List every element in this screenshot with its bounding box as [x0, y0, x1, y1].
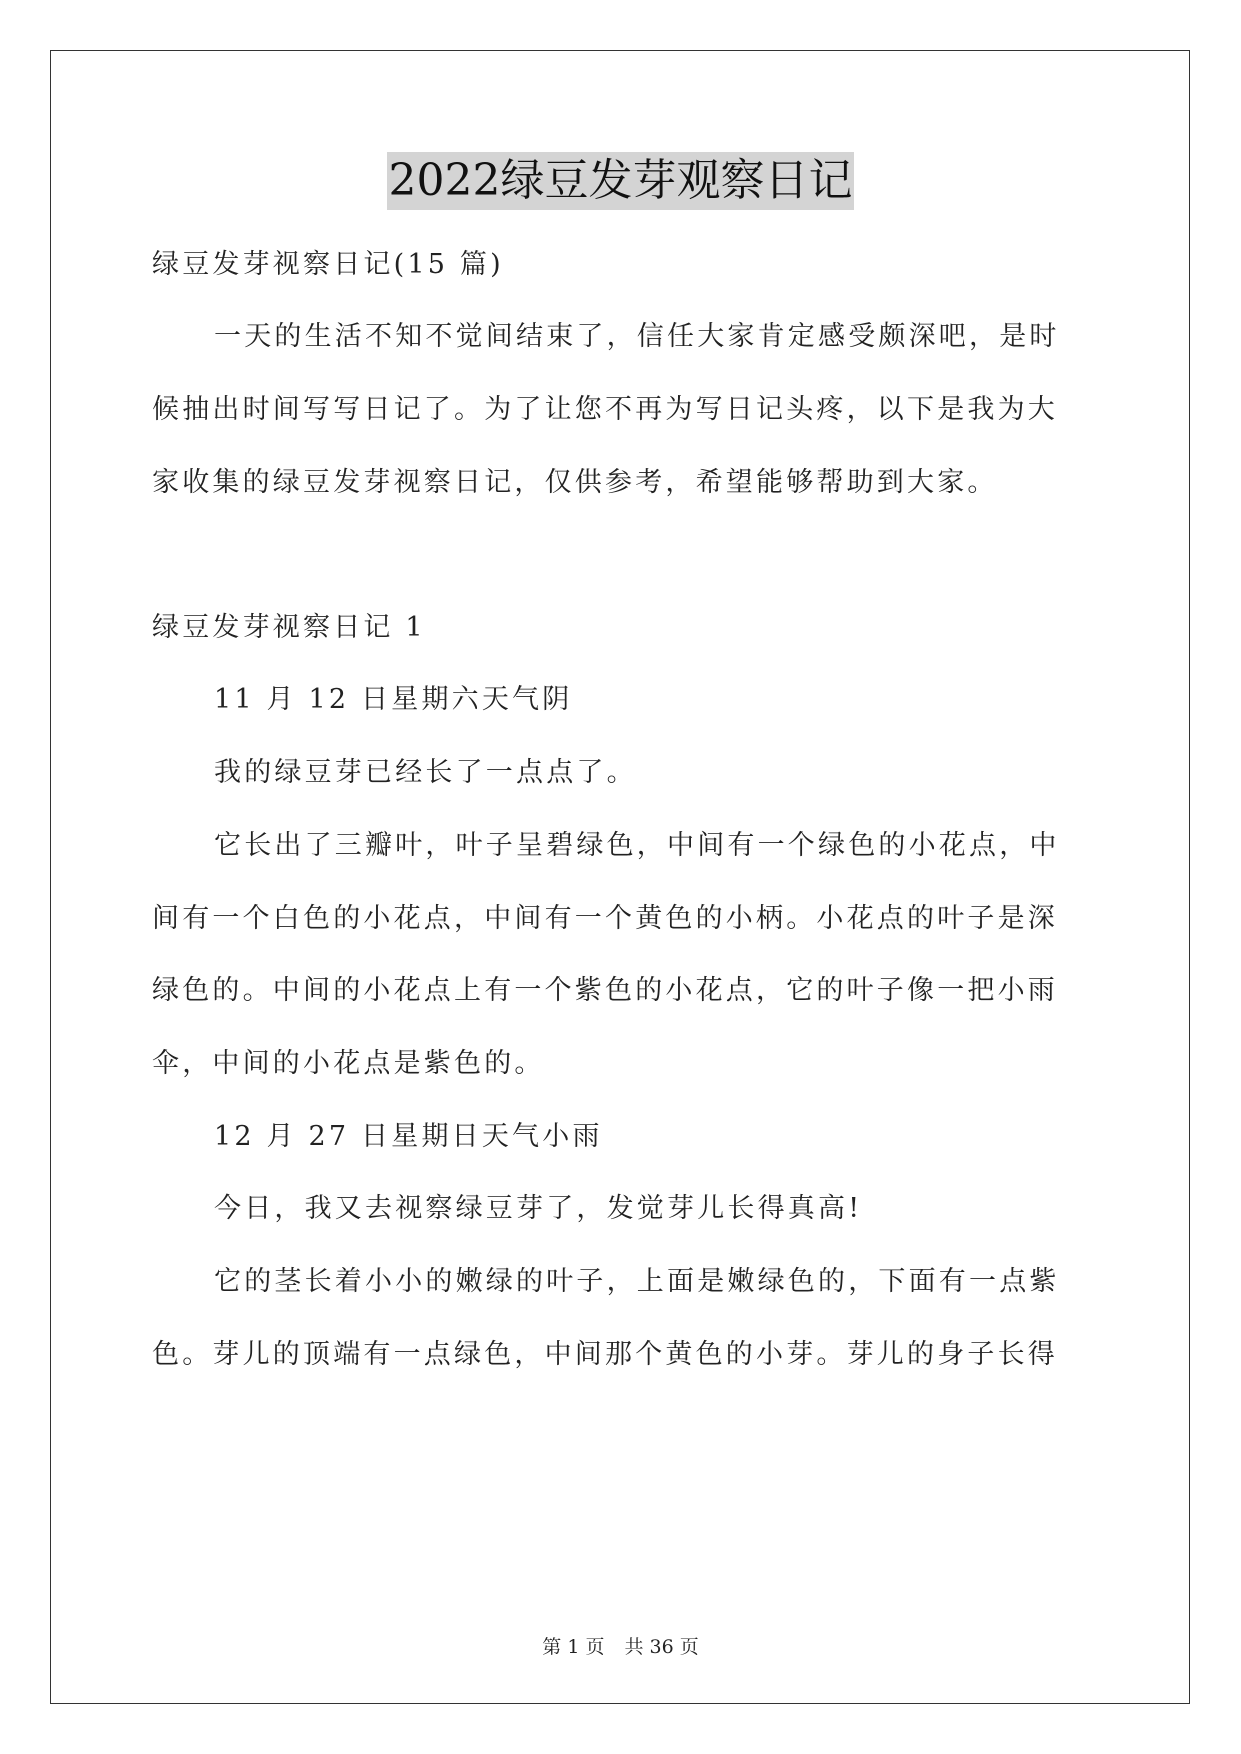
- page-number: 第 1 页: [542, 1636, 605, 1658]
- body-line: 色。芽儿的顶端有一点绿色，中间那个黄色的小芽。芽儿的身子长得: [152, 1339, 1058, 1370]
- body-line: 家收集的绿豆发芽视察日记，仅供参考，希望能够帮助到大家。: [152, 467, 998, 498]
- body-line: 绿豆发芽视察日记(15 篇): [152, 249, 504, 280]
- document-title: 2022绿豆发芽观察日记: [387, 152, 855, 210]
- section-heading: 绿豆发芽视察日记 1: [152, 612, 426, 643]
- body-line: 今日，我又去视察绿豆芽了，发觉芽儿长得真高!: [214, 1193, 863, 1224]
- body-line: 一天的生活不知不觉间结束了，信任大家肯定感受颇深吧，是时: [214, 321, 1060, 352]
- title-container: [0, 152, 1241, 210]
- body-line: 间有一个白色的小花点，中间有一个黄色的小柄。小花点的叶子是深: [152, 903, 1058, 934]
- page-footer: [0, 1632, 1241, 1659]
- body-line: 它长出了三瓣叶，叶子呈碧绿色，中间有一个绿色的小花点，中: [214, 830, 1060, 861]
- body-line: 候抽出时间写写日记了。为了让您不再为写日记头疼，以下是我为大: [152, 394, 1058, 425]
- body-line: 绿色的。中间的小花点上有一个紫色的小花点，它的叶子像一把小雨: [152, 975, 1058, 1006]
- diary-date: 11 月 12 日星期六天气阴: [214, 684, 573, 715]
- page-total: 共 36 页: [624, 1636, 699, 1658]
- diary-date: 12 月 27 日星期日天气小雨: [214, 1121, 603, 1152]
- page-border: [50, 50, 1190, 1704]
- body-line: 它的茎长着小小的嫩绿的叶子，上面是嫩绿色的，下面有一点紫: [214, 1266, 1060, 1297]
- body-line: 我的绿豆芽已经长了一点点了。: [214, 757, 637, 788]
- body-line: 伞，中间的小花点是紫色的。: [152, 1048, 545, 1079]
